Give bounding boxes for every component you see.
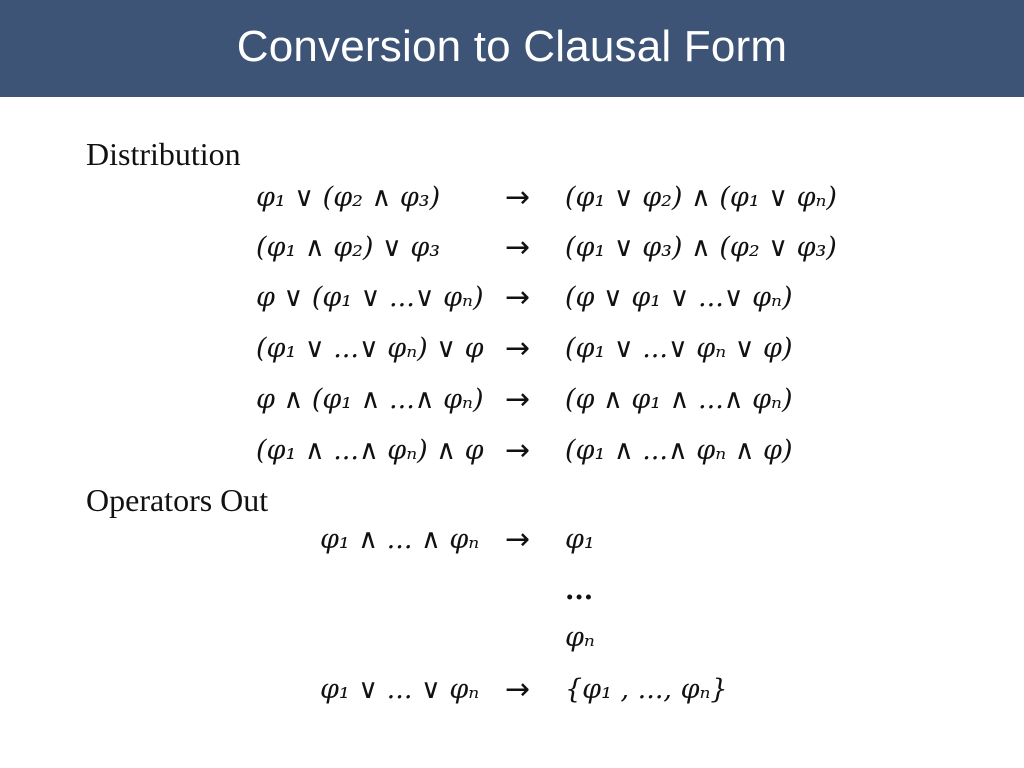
arrow-icon: → (505, 230, 531, 265)
operators-out-rule-1 (0, 514, 1024, 566)
rule-rhs: (φ ∨ φ₁ ∨ ...∨ φₙ) (565, 282, 793, 313)
arrow-icon: → (505, 331, 531, 366)
arrow-icon: → (505, 280, 531, 315)
arrow-icon: → (505, 180, 531, 215)
rule-lhs: (φ₁ ∨ ...∨ φₙ) ∨ φ (256, 333, 484, 364)
rule-lhs: φ ∧ (φ₁ ∧ ...∧ φₙ) (256, 384, 484, 415)
rule-lhs: (φ₁ ∧ ...∧ φₙ) ∧ φ (256, 435, 484, 466)
distribution-rule-3 (0, 272, 1024, 324)
rule-rhs: (φ₁ ∨ φ₂) ∧ (φ₁ ∨ φₙ) (565, 182, 837, 213)
operators-out-rule-2 (0, 565, 1024, 617)
rule-rhs: (φ₁ ∨ φ₃) ∧ (φ₂ ∨ φ₃) (565, 232, 837, 263)
slide-title: Conversion to Clausal Form (236, 22, 788, 71)
distribution-label: Distribution (86, 136, 241, 172)
rule-lhs: φ₁ ∨ ... ∨ φₙ (320, 674, 480, 705)
title-bar (0, 0, 1024, 97)
operators-out-rule-4 (0, 664, 1024, 716)
rule-rhs: (φ ∧ φ₁ ∧ ...∧ φₙ) (565, 384, 793, 415)
rule-rhs: ... (565, 575, 594, 606)
rule-rhs: (φ₁ ∧ ...∧ φₙ ∧ φ) (565, 435, 793, 466)
distribution-rule-2 (0, 222, 1024, 274)
rule-rhs: φₙ (565, 622, 595, 653)
distribution-rule-5 (0, 374, 1024, 426)
rule-rhs: {φ₁ , ..., φₙ} (565, 674, 728, 705)
rule-lhs: φ₁ ∨ (φ₂ ∧ φ₃) (256, 182, 441, 213)
rule-rhs: φ₁ (565, 524, 595, 555)
rule-lhs: (φ₁ ∧ φ₂) ∨ φ₃ (256, 232, 441, 263)
arrow-icon: → (505, 382, 531, 417)
distribution-rule-6 (0, 425, 1024, 477)
arrow-icon: → (505, 672, 531, 707)
operators-out-rule-3 (0, 612, 1024, 664)
operators-out-label: Operators Out (86, 482, 269, 518)
arrow-icon: → (505, 522, 531, 557)
rule-lhs: φ ∨ (φ₁ ∨ ...∨ φₙ) (256, 282, 484, 313)
distribution-rule-4 (0, 323, 1024, 375)
rule-rhs: (φ₁ ∨ ...∨ φₙ ∨ φ) (565, 333, 793, 364)
distribution-rule-1 (0, 172, 1024, 224)
arrow-icon: → (505, 433, 531, 468)
rule-lhs: φ₁ ∧ ... ∧ φₙ (320, 524, 480, 555)
